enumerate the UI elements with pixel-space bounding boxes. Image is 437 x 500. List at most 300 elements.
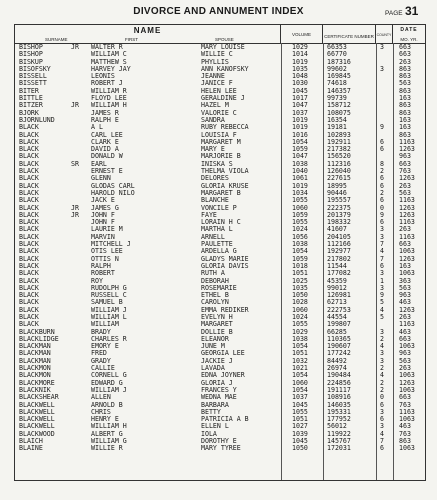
county-cell: 2: [380, 378, 384, 387]
certificate-cell: 177082: [327, 269, 351, 278]
suffix-cell: JR: [71, 210, 79, 219]
certificate-cell: 112166: [327, 240, 351, 249]
county-cell: 0: [380, 203, 384, 212]
certificate-cell: 26974: [327, 364, 347, 373]
volume-cell: 1019: [292, 115, 308, 124]
certificate-cell: 102893: [327, 130, 351, 139]
spouse-cell: FRANCES Y: [201, 385, 237, 394]
first-name-cell: WILLIAM H: [91, 101, 127, 110]
first-name-cell: EMORY E: [91, 342, 119, 351]
volume-cell: 1029: [292, 327, 308, 336]
surname-cell: BLACK: [19, 181, 39, 190]
certificate-cell: 190607: [327, 342, 351, 351]
county-cell: 3: [380, 64, 384, 73]
first-name-cell: WILLIAM J: [91, 385, 127, 394]
spouse-cell: IOLA: [201, 429, 217, 438]
date-cell: 1063: [399, 385, 415, 394]
county-cell: 7: [380, 240, 384, 249]
volume-cell: 1060: [292, 203, 308, 212]
first-name-cell: CHRIS: [91, 407, 111, 416]
volume-cell: 1025: [292, 276, 308, 285]
certificate-cell: 158712: [327, 101, 351, 110]
spouse-cell: BLANCHE: [201, 196, 229, 205]
date-cell: 863: [399, 72, 411, 81]
certificate-cell: 146357: [327, 86, 351, 95]
certificate-cell: 217382: [327, 145, 351, 154]
certificate-cell: 108075: [327, 108, 351, 117]
certificate-cell: 192977: [327, 247, 351, 256]
surname-cell: BLACKWELL: [19, 400, 55, 409]
certificate-cell: 224856: [327, 378, 351, 387]
date-cell: 263: [399, 57, 411, 66]
county-cell: 2: [380, 167, 384, 176]
surname-cell: BLACK: [19, 269, 39, 278]
spouse-cell: MARGARET B: [201, 188, 241, 197]
surname-cell: BLAICH: [19, 437, 43, 446]
spouse-cell: ELEANOR: [201, 334, 229, 343]
date-cell: 663: [399, 159, 411, 168]
surname-cell: BLACK: [19, 305, 39, 314]
first-name-cell: WILLIE R: [91, 444, 123, 453]
date-cell: 863: [399, 130, 411, 139]
county-cell: 6: [380, 415, 384, 424]
certificate-cell: 222753: [327, 305, 351, 314]
first-name-cell: RALPH: [91, 261, 111, 270]
volume-cell: 1055: [292, 320, 308, 329]
first-name-cell: CORNELL G: [91, 371, 127, 380]
entry-list: [15, 44, 425, 453]
county-cell: 9: [380, 210, 384, 219]
county-cell: 1: [380, 276, 384, 285]
county-cell: 7: [380, 254, 384, 263]
surname-cell: BLACK: [19, 137, 39, 146]
first-name-cell: ARNOLD B: [91, 400, 123, 409]
volume-cell: 1014: [292, 50, 308, 59]
surname-cell: BLACKSHEAR: [19, 393, 59, 402]
volume-cell: 1059: [292, 210, 308, 219]
volume-header: [281, 25, 323, 43]
surname-cell: BLACK: [19, 196, 39, 205]
first-name-cell: LEONIS: [91, 72, 115, 81]
volume-cell: 1037: [292, 393, 308, 402]
spouse-cell: LORAIN H C: [201, 218, 241, 227]
spouse-cell: ARDELLA G: [201, 247, 237, 256]
surname-cell: BLACK: [19, 210, 39, 219]
certificate-cell: 192911: [327, 137, 351, 146]
first-name-cell: ERNEST E: [91, 167, 123, 176]
date-cell: 1063: [399, 342, 415, 351]
first-name-cell: RUDOLPH G: [91, 283, 127, 292]
volume-cell: 1050: [292, 444, 308, 453]
county-cell: 3: [380, 232, 384, 241]
spouse-cell: LAVADA: [201, 364, 225, 373]
volume-cell: 1035: [292, 283, 308, 292]
surname-cell: BLACK: [19, 312, 39, 321]
first-name-cell: WILLIAM: [91, 320, 119, 329]
volume-cell: 1019: [292, 181, 308, 190]
volume-cell: 1038: [292, 159, 308, 168]
volume-cell: 1045: [292, 400, 308, 409]
surname-cell: BLACKMON: [19, 364, 51, 373]
volume-cell: 1047: [292, 152, 308, 161]
volume-cell: 1030: [292, 79, 308, 88]
date-cell: 1263: [399, 210, 415, 219]
certificate-cell: 126040: [327, 167, 351, 176]
spouse-cell: EMMA REDIKER: [201, 305, 249, 314]
certificate-cell: 66285: [327, 327, 347, 336]
surname-cell: BLACKMAN: [19, 356, 51, 365]
county-cell: 5: [380, 298, 384, 307]
surname-cell: BLACK: [19, 159, 39, 168]
surname-cell: BLACK: [19, 225, 39, 234]
volume-cell: 1059: [292, 145, 308, 154]
first-name-cell: HENRY E: [91, 415, 119, 424]
surname-cell: BLACKWOOD: [19, 429, 55, 438]
surname-cell: BLACK: [19, 130, 39, 139]
first-name-cell: MARVIN: [91, 232, 115, 241]
county-cell: 9: [380, 291, 384, 300]
surname-cell: BLACK: [19, 283, 39, 292]
certificate-label: CERTIFICATE NUMBER: [324, 34, 374, 39]
volume-label: VOLUME: [291, 32, 311, 37]
date-cell: 1263: [399, 305, 415, 314]
certificate-header: [323, 25, 376, 43]
volume-cell: 1045: [292, 86, 308, 95]
first-name-cell: ROBERT: [91, 269, 115, 278]
spouse-cell: VONCILE P: [201, 203, 237, 212]
first-name-cell: FLOYD LEE: [91, 94, 127, 103]
volume-cell: 1024: [292, 312, 308, 321]
volume-cell: 1021: [292, 364, 308, 373]
suffix-cell: JR: [71, 43, 79, 51]
spouse-cell: DOLLIE B: [201, 327, 233, 336]
certificate-cell: 90446: [327, 188, 347, 197]
surname-cell: BLACK: [19, 188, 39, 197]
spouse-cell: HELEN LEE: [201, 86, 237, 95]
surname-cell: BLACK: [19, 123, 39, 132]
county-cell: 3: [380, 349, 384, 358]
date-cell: 863: [399, 64, 411, 73]
certificate-cell: 126981: [327, 291, 351, 300]
volume-cell: 1050: [292, 291, 308, 300]
volume-cell: 1039: [292, 429, 308, 438]
spouse-cell: GLORIA DAVIS: [201, 261, 249, 270]
first-name-cell: ROBERT J: [91, 79, 123, 88]
county-cell: 2: [380, 188, 384, 197]
date-cell: 663: [399, 334, 411, 343]
first-name-cell: OTIS LEE: [91, 247, 123, 256]
date-cell: 1263: [399, 378, 415, 387]
county-cell: 6: [380, 145, 384, 154]
county-cell: 4: [380, 429, 384, 438]
page-label: PAGE: [385, 10, 403, 17]
date-cell: 1163: [399, 196, 415, 205]
county-cell: 4: [380, 371, 384, 380]
suffix-cell: SR: [71, 159, 79, 168]
spouse-cell: MARJORIE B: [201, 152, 241, 161]
date-cell: 563: [399, 188, 411, 197]
certificate-cell: 112316: [327, 159, 351, 168]
date-cell: 263: [399, 181, 411, 190]
spouse-cell: MARY LOUISE: [201, 43, 245, 51]
volume-cell: 1048: [292, 72, 308, 81]
volume-cell: 1016: [292, 130, 308, 139]
first-label: FIRST: [125, 37, 138, 42]
certificate-cell: 18995: [327, 181, 347, 190]
county-cell: 6: [380, 137, 384, 146]
county-cell: 6: [380, 196, 384, 205]
volume-cell: 1051: [292, 349, 308, 358]
date-cell: 663: [399, 50, 411, 59]
spouse-cell: MARTHA L: [201, 225, 233, 234]
table-row: [15, 423, 425, 430]
spouse-cell: MARY E: [201, 145, 225, 154]
first-name-cell: BRADY: [91, 327, 111, 336]
county-cell: 3: [380, 43, 384, 51]
volume-cell: 1047: [292, 101, 308, 110]
first-name-cell: FRED: [91, 349, 107, 358]
spouse-cell: HAZEL M: [201, 101, 229, 110]
index-title: DIVORCE AND ANNUMENT INDEX: [133, 6, 304, 17]
surname-cell: BLACKWELL: [19, 422, 55, 431]
surname-cell: BLACK: [19, 232, 39, 241]
certificate-cell: 110365: [327, 334, 351, 343]
surname-cell: BISHOP: [19, 50, 43, 59]
spouse-cell: RUTH A: [201, 269, 225, 278]
certificate-cell: 195331: [327, 407, 351, 416]
date-cell: 463: [399, 327, 411, 336]
surname-cell: BLACK: [19, 298, 39, 307]
date-cell: 663: [399, 393, 411, 402]
date-cell: 863: [399, 437, 411, 446]
volume-cell: 1027: [292, 422, 308, 431]
page-number: 31: [405, 4, 419, 18]
surname-cell: BLACK: [19, 291, 39, 300]
county-cell: 6: [380, 181, 384, 190]
first-name-cell: EARL: [91, 159, 107, 168]
surname-cell: BISKUP: [19, 57, 43, 66]
county-cell: 3: [380, 407, 384, 416]
spouse-cell: INISKA S: [201, 159, 233, 168]
county-cell: 5: [380, 312, 384, 321]
date-cell: 263: [399, 312, 411, 321]
surname-cell: BLACK: [19, 240, 39, 249]
spouse-cell: BETTY: [201, 407, 221, 416]
spouse-cell: GLADYS MARIE: [201, 254, 249, 263]
spouse-cell: JANICE F: [201, 79, 233, 88]
county-cell: 4: [380, 342, 384, 351]
first-name-cell: JACK E: [91, 196, 115, 205]
date-cell: 563: [399, 283, 411, 292]
date-header: [393, 25, 425, 43]
certificate-cell: 41607: [327, 225, 347, 234]
date-cell: 863: [399, 108, 411, 117]
certificate-cell: 169845: [327, 72, 351, 81]
certificate-cell: 156520: [327, 152, 351, 161]
certificate-cell: 227615: [327, 174, 351, 183]
volume-cell: 1034: [292, 188, 308, 197]
county-cell: 6: [380, 400, 384, 409]
certificate-cell: 146035: [327, 400, 351, 409]
first-name-cell: OTTIS N: [91, 254, 119, 263]
first-name-cell: HARVEY JAY: [91, 64, 131, 73]
spouse-cell: CAROLYN: [201, 298, 229, 307]
volume-cell: 1054: [292, 385, 308, 394]
volume-cell: 1055: [292, 218, 308, 227]
date-cell: 963: [399, 152, 411, 161]
first-name-cell: WALTER R: [91, 43, 123, 51]
spouse-cell: PHYLLIS: [201, 57, 229, 66]
first-name-cell: SAMUEL B: [91, 298, 123, 307]
certificate-cell: 198332: [327, 218, 351, 227]
volume-cell: 1060: [292, 305, 308, 314]
date-cell: 1263: [399, 145, 415, 154]
certificate-cell: 191117: [327, 385, 351, 394]
surname-cell: BJORK: [19, 108, 39, 117]
certificate-cell: 172031: [327, 444, 351, 453]
spouse-cell: ARNELL: [201, 232, 225, 241]
county-label: COUNTY: [376, 33, 392, 37]
first-name-cell: LAURIE M: [91, 225, 123, 234]
surname-cell: BISSELL: [19, 72, 47, 81]
date-sub-label: MO. YR.: [400, 37, 418, 42]
certificate-cell: 99012: [327, 283, 347, 292]
first-name-cell: RALPH E: [91, 115, 119, 124]
surname-cell: BLAINE: [19, 444, 43, 453]
certificate-cell: 45359: [327, 276, 347, 285]
date-cell: 1063: [399, 444, 415, 453]
spouse-cell: WEDNA MAE: [201, 393, 237, 402]
certificate-cell: 74618: [327, 79, 347, 88]
first-name-cell: GLODAS CARL: [91, 181, 135, 190]
suffix-cell: JR: [71, 203, 79, 212]
first-name-cell: WILLIAM J: [91, 305, 127, 314]
certificate-cell: 11544: [327, 261, 347, 270]
volume-cell: 1055: [292, 196, 308, 205]
volume-cell: 1017: [292, 94, 308, 103]
surname-cell: BISSETT: [19, 79, 47, 88]
first-name-cell: JOHN F: [91, 218, 115, 227]
spouse-cell: WILLIE C: [201, 50, 233, 59]
suffix-cell: JR: [71, 101, 79, 110]
surname-cell: BLACKMORE: [19, 378, 55, 387]
first-name-cell: MATTHEW S: [91, 57, 127, 66]
certificate-cell: 222375: [327, 203, 351, 212]
spouse-cell: GLORIA J: [201, 378, 233, 387]
volume-cell: 1029: [292, 43, 308, 51]
spouse-cell: RUBY REBECCA: [201, 123, 249, 132]
date-cell: 563: [399, 79, 411, 88]
first-name-cell: MITCHELL J: [91, 240, 131, 249]
certificate-cell: 217802: [327, 254, 351, 263]
volume-cell: 1035: [292, 64, 308, 73]
surname-cell: BITTLE: [19, 94, 43, 103]
spouse-cell: MARGARET M: [201, 137, 241, 146]
date-cell: 1263: [399, 203, 415, 212]
county-header: [376, 25, 393, 43]
spouse-cell: MARGARET: [201, 320, 233, 329]
first-name-cell: HAROLD NILO: [91, 188, 135, 197]
spouse-cell: PAULETTE: [201, 240, 233, 249]
volume-cell: 1056: [292, 232, 308, 241]
spouse-cell: BARBARA: [201, 400, 229, 409]
county-cell: 4: [380, 247, 384, 256]
county-cell: 6: [380, 261, 384, 270]
certificate-cell: 204105: [327, 232, 351, 241]
volume-cell: 1018: [292, 261, 308, 270]
spouse-cell: PATRICIA A B: [201, 415, 249, 424]
volume-cell: 1019: [292, 57, 308, 66]
surname-cell: BITZER: [19, 101, 43, 110]
date-cell: 1163: [399, 407, 415, 416]
volume-cell: 1054: [292, 247, 308, 256]
county-cell: 6: [380, 444, 384, 453]
first-name-cell: CHARLES R: [91, 334, 127, 343]
name-group-label: NAME: [133, 26, 162, 35]
volume-cell: 1040: [292, 167, 308, 176]
volume-cell: 1054: [292, 371, 308, 380]
surname-cell: BLACK: [19, 261, 39, 270]
volume-cell: 1037: [292, 108, 308, 117]
county-cell: 3: [380, 269, 384, 278]
first-name-cell: CARL LEE: [91, 130, 123, 139]
date-cell: 163: [399, 261, 411, 270]
table-row: [15, 445, 425, 452]
certificate-cell: 99602: [327, 64, 347, 73]
certificate-cell: 56012: [327, 422, 347, 431]
surname-cell: BLACKMAN: [19, 349, 51, 358]
county-cell: 4: [380, 305, 384, 314]
first-name-cell: ALLEN: [91, 393, 111, 402]
index-table: [14, 24, 426, 481]
first-name-cell: DAVID A: [91, 145, 119, 154]
county-cell: 2: [380, 334, 384, 343]
date-cell: 1063: [399, 415, 415, 424]
surname-cell: BLACKWELL: [19, 415, 55, 424]
county-cell: 3: [380, 225, 384, 234]
county-cell: 8: [380, 159, 384, 168]
volume-cell: 1061: [292, 174, 308, 183]
date-cell: 663: [399, 43, 411, 51]
certificate-cell: 44554: [327, 312, 347, 321]
spouse-cell: DOROTHY E: [201, 437, 237, 446]
date-cell: 1163: [399, 137, 415, 146]
county-cell: 0: [380, 393, 384, 402]
surname-cell: BLACKNIK: [19, 385, 51, 394]
volume-cell: 1045: [292, 437, 308, 446]
spouse-cell: ETHEL B: [201, 291, 229, 300]
date-cell: 863: [399, 101, 411, 110]
volume-cell: 1038: [292, 240, 308, 249]
surname-cell: BLACKMON: [19, 371, 51, 380]
date-cell: 463: [399, 298, 411, 307]
certificate-cell: 195557: [327, 196, 351, 205]
surname-cell: BISOFSKY: [19, 64, 51, 73]
certificate-cell: 177242: [327, 349, 351, 358]
date-cell: 1163: [399, 218, 415, 227]
volume-cell: 1060: [292, 378, 308, 387]
spouse-cell: DEBORAH: [201, 276, 229, 285]
date-cell: 763: [399, 429, 411, 438]
volume-cell: 1032: [292, 356, 308, 365]
certificate-cell: 99739: [327, 94, 347, 103]
certificate-cell: 119922: [327, 429, 351, 438]
date-cell: 1063: [399, 269, 415, 278]
surname-cell: BLACK: [19, 276, 39, 285]
certificate-cell: 199807: [327, 320, 351, 329]
county-cell: 6: [380, 174, 384, 183]
certificate-cell: 190484: [327, 371, 351, 380]
